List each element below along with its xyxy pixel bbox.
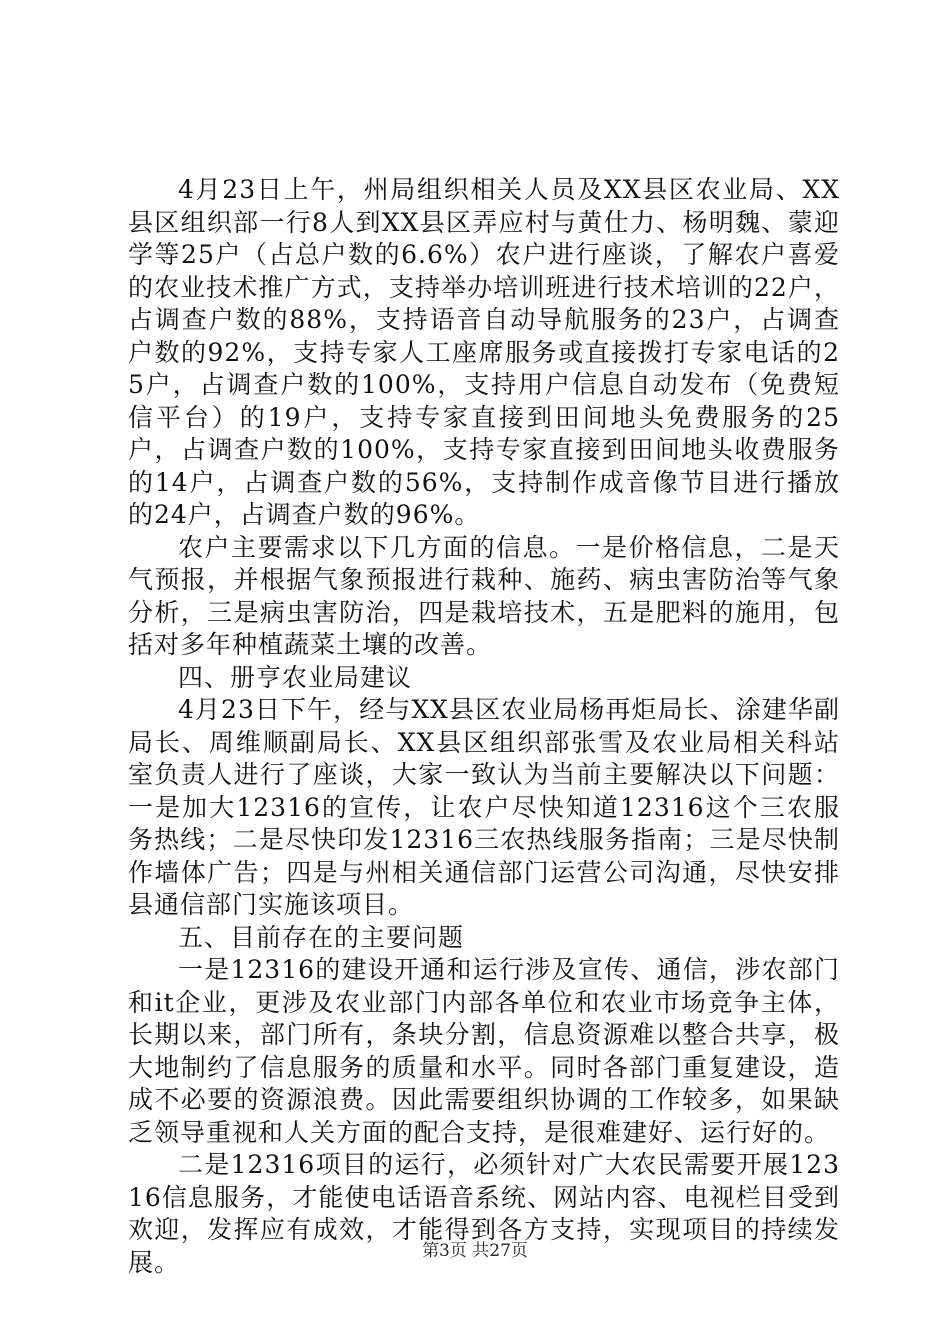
document-body	[128, 174, 840, 1279]
problem-paragraph-2: 二是12316项目的运行，必须针对广大农民需要开展12316信息服务，才能使电话语音系统、网站内容、电视栏目受到欢迎，发挥应有成效，才能得到各方支持，实现项目的持续发展。	[128, 1150, 840, 1277]
needs-paragraph: 农户主要需求以下几方面的信息。一是价格信息，二是天气预报，并根据气象预报进行栽种、施药、病虫害防治等气象分析，三是病虫害防治，四是栽培技术，五是肥料的施用，包括对多年种植蔬菜土壤的改善。	[128, 532, 840, 659]
suggestion-paragraph: 4月23日下午，经与XX县区农业局杨再炬局长、涂建华副局长、周维顺副局长、XX县区组织部张雪及农业局相关科站室负责人进行了座谈，大家一致认为当前主要解决以下问题：一是加大12316的宣传，让农户尽快知道12316这个三农服务热线；二是尽快印发12316三农热线服务指南；三是尽快制作墙体广告；四是与州相关通信部门运营公司沟通，尽快安排县通信部门实施该项目。	[128, 695, 840, 919]
section-heading-4: 四、册亨农业局建议	[178, 662, 413, 692]
page-number-footer: 第3页 共27页	[422, 1241, 528, 1261]
survey-paragraph: 4月23日上午，州局组织相关人员及XX县区农业局、XX县区组织部一行8人到XX县区弄应村与黄仕力、杨明魏、蒙迎学等25户（占总户数的6.6%）农户进行座谈，了解农户喜爱的农业技术推广方式，支持举办培训班进行技术培训的22户，占调查户数的88%，支持语音自动导航服务的23户，占调查户数的92%，支持专家人工座席服务或直接拨打专家电话的25户，占调查户数的100%，支持用户信息自动发布（免费短信平台）的19户，支持专家直接到田间地头免费服务的25户，占调查户数的100%，支持专家直接到田间地头收费服务的14户，占调查户数的56%，支持制作成音像节目进行播放的24户，占调查户数的96%。	[128, 175, 840, 529]
problem-paragraph-1: 一是12316的建设开通和运行涉及宣传、通信，涉农部门和it企业，更涉及农业部门内部各单位和农业市场竞争主体，长期以来，部门所有，条块分割，信息资源难以整合共享，极大地制约了信息服务的质量和水平。同时各部门重复建设，造成不必要的资源浪费。因此需要组织协调的工作较多，如果缺乏领导重视和人关方面的配合支持，是很难建好、运行好的。	[128, 955, 840, 1147]
section-heading-5: 五、目前存在的主要问题	[178, 922, 465, 952]
